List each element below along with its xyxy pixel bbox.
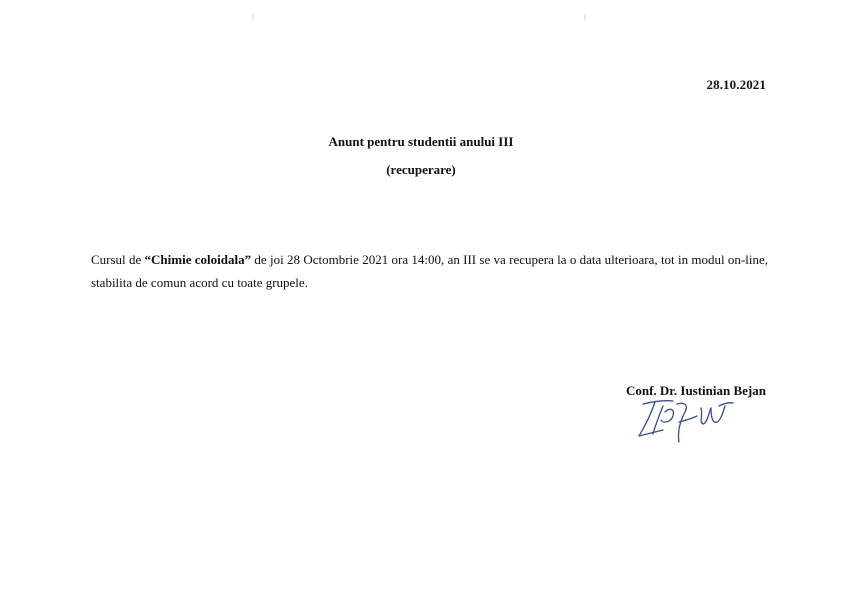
course-name: “Chimie coloidala” <box>144 252 252 267</box>
document-date: 28.10.2021 <box>706 77 766 92</box>
handwritten-signature <box>633 394 743 450</box>
scan-artifact <box>252 14 254 20</box>
signatory-name: Conf. Dr. Iustinian Bejan <box>625 383 766 398</box>
body-prefix: Cursul de <box>91 252 145 267</box>
title-line-1: Anunt pentru studentii anului III <box>328 134 514 149</box>
body-suffix: de joi 28 Octombrie 2021 ora 14:00, an III se va recupera la o data ulterioara, tot in modul on-line, stabilita de comun acord cu toate grupele. <box>91 252 768 290</box>
scan-artifact <box>584 14 586 20</box>
title-line-2: (recuperare) <box>386 162 456 177</box>
announcement-body <box>91 248 768 294</box>
announcement-title <box>0 134 842 178</box>
